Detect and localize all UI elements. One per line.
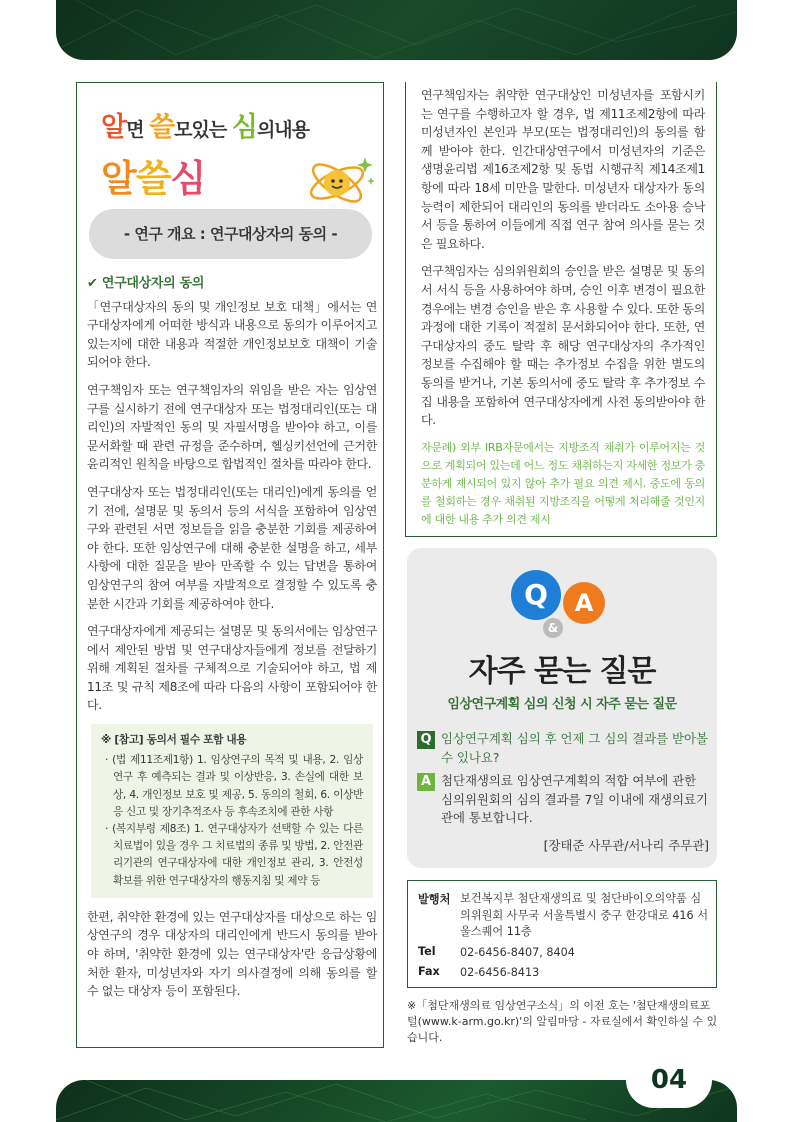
faq-box — [407, 548, 717, 868]
question-badge: Q — [417, 731, 435, 749]
ampersand-icon: & — [543, 618, 563, 638]
section-subtitle: - 연구 개요 : 연구대상자의 동의 - — [89, 209, 372, 259]
check-icon: ✔ — [87, 276, 98, 291]
fax-value: 02-6456-8413 — [460, 966, 540, 979]
tel-value: 02-6456-8407, 8404 — [460, 946, 575, 959]
paragraph: 연구책임자는 취약한 연구대상인 미성년자를 포함시키는 연구를 수행하고자 할 경우, 법 제11조제2항에 따라 미성년자인 본인과 부모(또는 법정대리인)의 동의를 함께 받아야 한다. 인간대상연구에서 미성년자의 기준은 생명윤리법 제16조제2항 및 동법 시행규칙 제14조제1항에 따라 18세 미만을 말한다. 미성년자 대상자가 동의 능력이 제한되어 대리인의 동의를 받더라도 소아용 승낙서 등을 통하여 이들에게 직접 연구 참여 의사를 묻는 것은 필요하다. — [421, 88, 705, 251]
publisher-row: 발행처 — [418, 893, 451, 906]
faq-subtitle: 임상연구계획 심의 신청 시 자주 묻는 질문 — [447, 697, 677, 712]
reference-box — [91, 724, 373, 898]
a-bubble-icon: A — [563, 582, 605, 624]
faq-title: 자주 묻는 질문 — [468, 654, 656, 689]
footnote: ※「첨단재생의료 임상연구소식」의 이전 호는 '첨단재생의료포털(www.k-arm.go.kr)'의 알림마당 - 자료실에서 확인하실 수 있습니다. — [407, 999, 718, 1044]
top-banner — [56, 0, 737, 60]
reference-item: · (법 제11조제1항) 1. 임상연구의 목적 및 내용, 2. 임상연구 후 예측되는 결과 및 이상반응, 3. 손실에 대한 보상, 4. 개인정보 보호 및 제공, 5. 동의의 철회, 6. 이상반응 신고 및 장기추적조사 등 후속조치에 관한 사항 — [105, 754, 363, 818]
paragraph: 「연구대상자의 동의 및 개인정보 보호 대책」에서는 연구대상자에게 어떠한 방식과 내용으로 동의가 이루어지고 있는지에 대한 내용과 적절한 개인정보보호 대책이 기술되어야 한다. — [87, 299, 377, 370]
q-bubble-icon: Q — [511, 570, 561, 620]
faq-question: Q 임상연구계획 심의 후 언제 그 심의 결과를 받아볼 수 있나요? — [417, 730, 711, 767]
logo-brand: 알쓸심 — [101, 157, 206, 200]
answer-badge: A — [417, 773, 435, 791]
publisher-value: 보건복지부 첨단재생의료 및 첨단바이오의약품 심의위원회 사무국 서울특별시 중구 한강대로 416 서울스퀘어 11층 — [460, 892, 709, 938]
reference-item: · (복지부령 제8조) 1. 연구대상자가 선택할 수 있는 다른 치료법이 있을 경우 그 치료법의 종류 및 방법, 2. 안전관리기관의 연구대상자에 대한 개인정보 관리, 3. 안전성 확보를 위한 연구대상자의 행동지침 및 제약 등 — [105, 823, 363, 887]
atom-mascot-icon — [307, 147, 377, 217]
paragraph: 연구대상자에게 제공되는 설명문 및 동의서에는 임상연구에서 제안된 방법 및 연구대상자들에게 정보를 전달하기 위해 계획된 절차를 구체적으로 기술되어야 하고, 법 제11조 및 규칙 제8조에 따라 다음의 사항이 포함되어야 한다. — [87, 624, 377, 713]
left-column — [76, 82, 384, 1048]
network-pattern — [56, 0, 737, 60]
right-body — [421, 86, 705, 538]
faq-author: [장태준 사무관/서나리 주무관] — [543, 838, 709, 853]
page-number: 04 — [626, 1052, 712, 1108]
publisher-box — [407, 880, 717, 988]
paragraph: 한편, 취약한 환경에 있는 연구대상자를 대상으로 하는 임상연구의 경우 대상자의 대리인에게 반드시 동의를 받아야 하며, '취약한 환경에 있는 연구대상자'란 응급상황에 처한 환자, 미성년자와 자기 의사결정에 의해 동의를 할 수 없는 대상자 등이 포함된다. — [87, 909, 377, 999]
fax-label: Fax — [418, 965, 440, 978]
paragraph: 연구대상자 또는 법정대리인(또는 대리인)에게 동의를 얻기 전에, 설명문 및 동의서 등의 서식을 포함하여 임상연구와 관련된 서면 정보들을 읽을 충분한 기회를 제공하여야 한다. 또한 임상연구에 대해 충분한 설명을 하고, 세부사항에 대한 질문을 받아 만족할 수 있는 답변을 통하여 임상연구의 참여 여부를 자발적으로 결정할 수 있도록 충분한 시간과 기회를 제공하여야 한다. — [87, 484, 377, 611]
logo-tagline: 알면 쓸모있는 심의내용 — [101, 112, 310, 143]
tel-label: Tel — [418, 945, 436, 958]
left-body — [87, 275, 377, 1010]
right-column — [405, 82, 717, 537]
consult-example: 자문례) 외부 IRB자문에서는 지방조직 채취가 이루어지는 것으로 계획되어 있는데 어느 정도 채취하는지 자세한 정보가 충분하게 제시되어 있지 않아 추가 필요 의견 제시. 중도에 동의를 철회하는 경우 채취된 지방조직을 어떻게 처리해줄 것인지에 대한 내용 추가 의견 제시 — [421, 440, 705, 526]
faq-answer: A 첨단재생의료 임상연구계획의 적합 여부에 관한 심의위원회의 심의 결과를 7일 이내에 재생의료기관에 통보합니다. — [417, 772, 711, 828]
paragraph: 연구책임자는 심의위원회의 승인을 받은 설명문 및 동의서 서식 등을 사용하여야 하며, 승인 이후 변경이 필요한 경우에는 변경 승인을 받은 후 사용할 수 있다. 또한 동의 과정에 대한 기록이 적절히 문서화되어야 한다. 또한, 연구대상자의 중도 탈락 후 해당 연구대상자의 추가적인 정보를 수집해야 할 때는 추가정보 수집을 위한 별도의 동의를 받거나, 기본 동의서에 중도 탈락 후 추가정보 수집 내용을 포함하여 연구대상자에게 사전 동의받아야 한다. — [421, 264, 705, 428]
paragraph: 연구책임자 또는 연구책임자의 위임을 받은 자는 임상연구를 실시하기 전에 연구대상자 또는 법정대리인(또는 대리인)의 자발적인 동의 및 자필서명을 받아야 하고, 이를 문서화할 때 관련 규정을 준수하며, 헬싱키선언에 근거한 윤리적인 원칙을 바탕으로 합법적인 절차를 따라야 한다. — [87, 382, 377, 472]
section-heading: ✔ 연구대상자의 동의 — [87, 276, 205, 291]
reference-title: ※ [참고] 동의서 필수 포함 내용 — [101, 734, 247, 747]
